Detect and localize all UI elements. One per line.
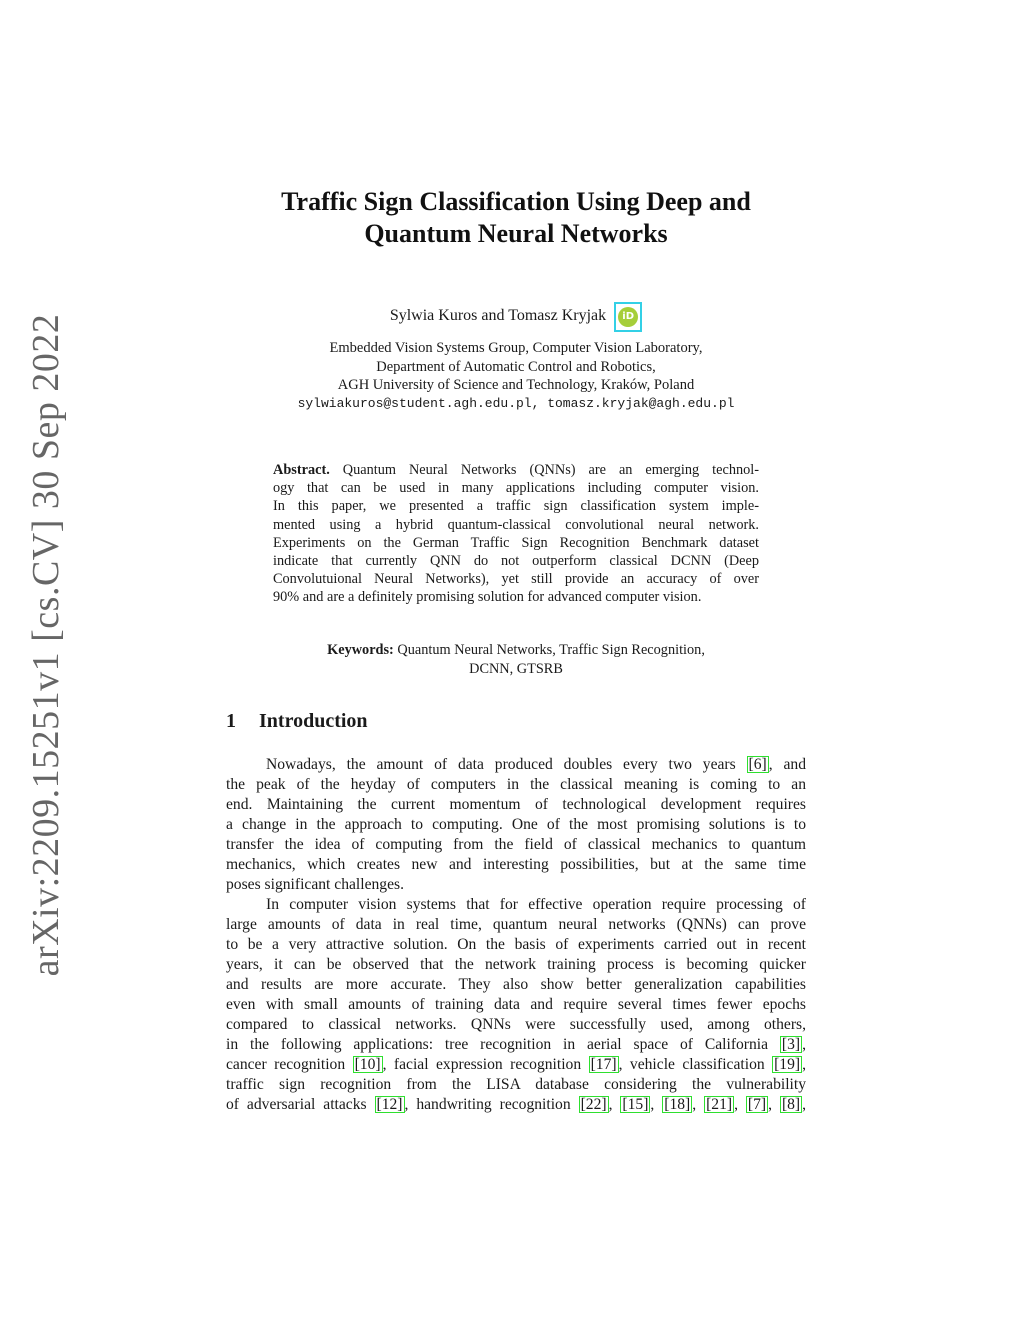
affiliation-block: [226, 339, 806, 413]
text-line: large amounts of data in real time, quantum neural networks (QNNs) can prove: [226, 916, 806, 933]
text-line: and results are more accurate. They also show better generalization capabilities: [226, 976, 806, 993]
text-line: years, it can be observed that the network training process is becoming quicker: [226, 956, 806, 973]
citation-link[interactable]: [22]: [580, 1096, 607, 1113]
citation-link[interactable]: [7]: [747, 1096, 767, 1113]
authors-line: [226, 302, 806, 332]
keywords-label: Keywords:: [327, 642, 394, 658]
title-line-1: Traffic Sign Classification Using Deep and: [281, 187, 751, 216]
abstract: [273, 461, 759, 607]
citation-link[interactable]: [15]: [622, 1096, 649, 1113]
abstract-line: 90% and are a definitely promising solution for advanced computer vision.: [273, 589, 702, 606]
text-line: end. Maintaining the current momentum of technological development requires: [226, 796, 806, 813]
orcid-link[interactable]: [614, 302, 642, 332]
body-text: [226, 755, 806, 1115]
paper-title: [226, 186, 806, 250]
abstract-line: mented using a hybrid quantum-classical convolutional neural network.: [273, 516, 759, 533]
arxiv-identifier: arXiv:2209.15251v1 [cs.CV] 30 Sep 2022: [25, 313, 67, 977]
section-number: 1: [226, 710, 236, 732]
text-line: transfer the idea of computing from the field of classical mechanics to quantum: [226, 836, 806, 853]
abstract-line: indicate that currently QNN do not outperform classical DCNN (Deep: [273, 552, 759, 569]
text-line: cancer recognition [10] , facial expression recognition [17] , vehicle classification [19] ,: [226, 1056, 806, 1073]
orcid-icon: iD: [618, 307, 638, 327]
section-title: Introduction: [259, 710, 368, 732]
citation-link[interactable]: [18]: [664, 1096, 691, 1113]
arxiv-sidebar: [10, 313, 82, 977]
abstract-line: Experiments on the German Traffic Sign Recognition Benchmark dataset: [273, 534, 759, 551]
text-line: the peak of the heyday of computers in the classical meaning is coming to an: [226, 776, 806, 793]
citation-link[interactable]: [21]: [706, 1096, 733, 1113]
affiliation-line-2: Department of Automatic Control and Robotics,: [376, 358, 656, 375]
author-emails[interactable]: sylwiakuros@student.agh.edu.pl, tomasz.kryjak@agh.edu.pl: [297, 395, 735, 411]
citation-link[interactable]: [6]: [748, 756, 767, 773]
text-line: mechanics, which creates new and interesting possibilities, but at the same time: [226, 856, 806, 873]
affiliation-line-3: AGH University of Science and Technology, Kraków, Poland: [337, 377, 695, 393]
abstract-line: In this paper, we presented a traffic sign classification system imple-: [273, 498, 759, 515]
text-line: of adversarial attacks [12] , handwriting recognition [22] , [15] , [18] , [21] , [7] , [8] ,: [226, 1096, 807, 1113]
affiliation-line-1: Embedded Vision Systems Group, Computer Vision Laboratory,: [329, 340, 703, 356]
citation-link[interactable]: [12]: [376, 1096, 403, 1113]
text-line: even with small amounts of training data and require several times fewer epochs: [226, 996, 806, 1013]
author-names: Sylwia Kuros and Tomasz Kryjak: [389, 307, 607, 324]
text-line: a change in the approach to computing. One of the most promising solutions is to: [226, 816, 806, 833]
abstract-line: ogy that can be used in many applications including computer vision.: [273, 480, 759, 497]
citation-link[interactable]: [3]: [781, 1036, 801, 1053]
text-line: traffic sign recognition from the LISA database considering the vulnerability: [226, 1076, 806, 1093]
text-line: compared to classical networks. QNNs were successfully used, among others,: [226, 1016, 806, 1033]
citation-link[interactable]: [19]: [774, 1056, 801, 1073]
title-line-2: Quantum Neural Networks: [364, 219, 668, 248]
keywords: [273, 641, 759, 678]
text-line: poses significant challenges.: [226, 876, 404, 893]
section-heading: [226, 710, 368, 733]
text-line: in the following applications: tree recognition in aerial space of California [3] ,: [226, 1036, 806, 1053]
citation-link[interactable]: [17]: [590, 1056, 617, 1073]
text-line: Nowadays, the amount of data produced doubles every two years [6] , and: [266, 756, 806, 773]
text-line: In computer vision systems that for effective operation require processing of: [266, 896, 806, 913]
keywords-line-1: Keywords: Quantum Neural Networks, Traffic Sign Recognition,: [327, 642, 705, 658]
citation-link[interactable]: [8]: [781, 1096, 801, 1113]
citation-link[interactable]: [10]: [354, 1056, 381, 1073]
text-line: to be a very attractive solution. On the basis of experiments carried out in recent: [226, 936, 806, 953]
keywords-line-2: DCNN, GTSRB: [469, 660, 563, 677]
abstract-label: Abstract.: [273, 462, 330, 478]
abstract-line: Abstract. Quantum Neural Networks (QNNs) are an emerging technol-: [273, 462, 760, 478]
abstract-line: Convolutuional Neural Networks), yet still provide an accuracy of over: [273, 571, 759, 588]
